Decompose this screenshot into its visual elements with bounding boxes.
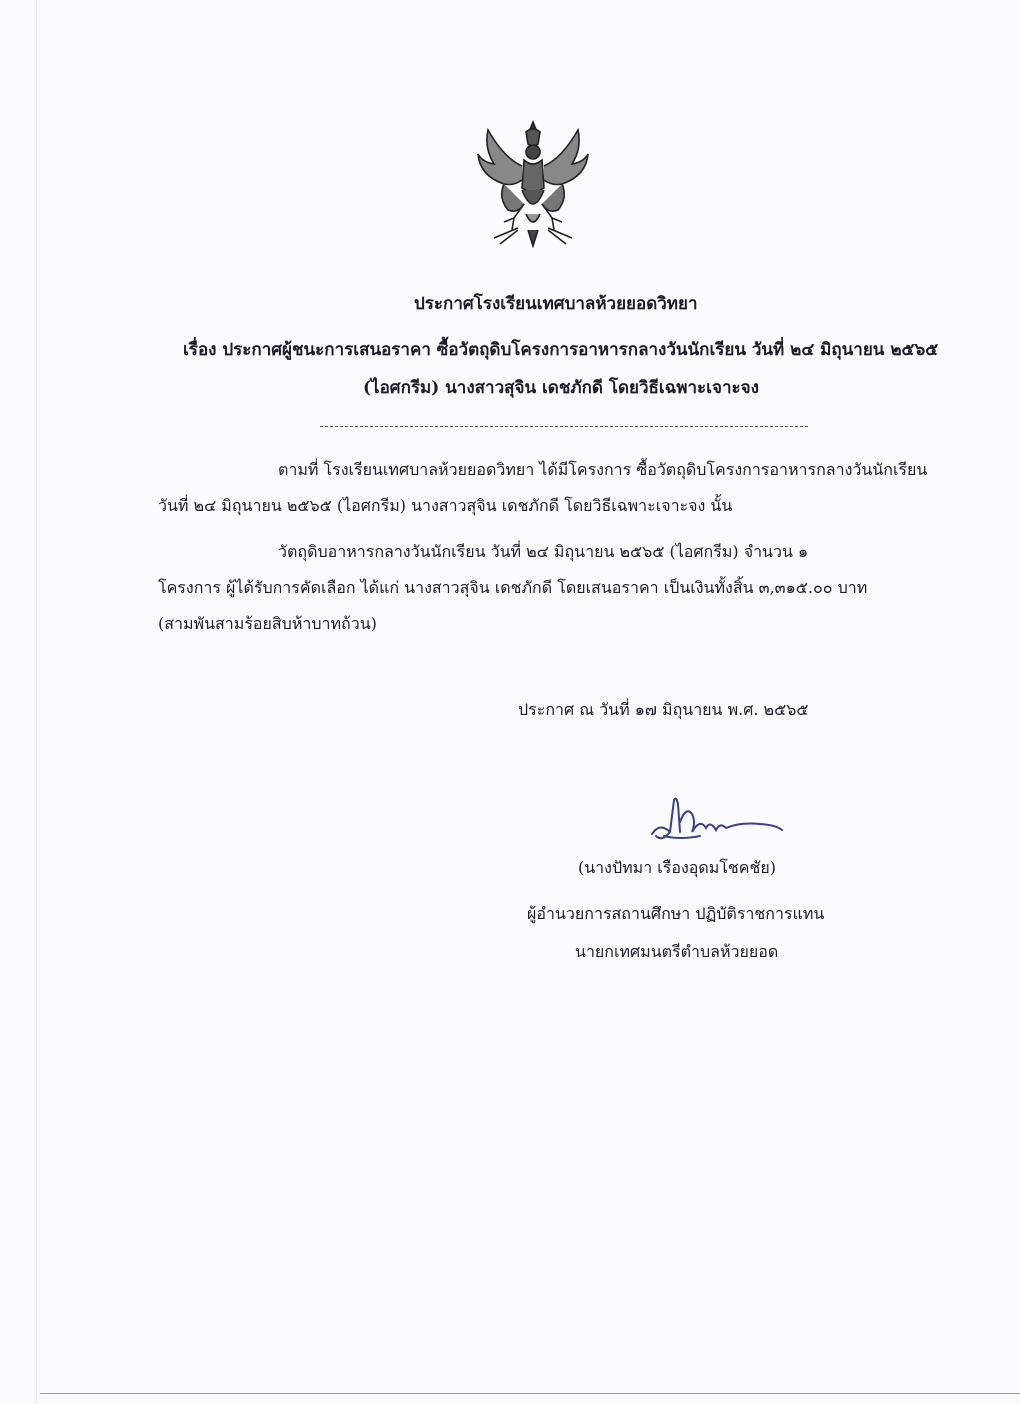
signatory-name: (นางปัทมา เรืองอุดมโชคชัย) xyxy=(578,858,776,877)
signatory-position-2: นายกเทศมนตรีตำบลห้วยยอด xyxy=(575,942,779,961)
signatory-position: ผู้อำนวยการสถานศึกษา ปฏิบัติราชการแทน xyxy=(527,904,825,923)
separator-line xyxy=(320,426,808,427)
garuda-emblem-icon xyxy=(474,118,592,248)
paragraph-1-line-1: ตามที่ โรงเรียนเทศบาลห้วยยอดวิทยา ได้มีโครงการ ซื้อวัตถุดิบโครงการอาหารกลางวันนักเรียน xyxy=(278,460,928,479)
document-subject-continued: (ไอศกรีม) นางสาวสุจิน เดชภักดี โดยวิธีเฉพาะเจาะจง xyxy=(363,378,759,398)
announcement-date: ประกาศ ณ วันที่ ๑๗ มิถุนายน พ.ศ. ๒๕๖๕ xyxy=(518,700,809,719)
scan-edge xyxy=(36,0,37,1404)
paragraph-2-line-3: (สามพันสามร้อยสิบห้าบาทถ้วน) xyxy=(158,614,377,633)
document-title: ประกาศโรงเรียนเทศบาลห้วยยอดวิทยา xyxy=(414,294,698,314)
paragraph-2-line-1: วัตถุดิบอาหารกลางวันนักเรียน วันที่ ๒๔ มิถุนายน ๒๕๖๕ (ไอศกรีม) จำนวน ๑ xyxy=(278,542,809,561)
document-subject: เรื่อง ประกาศผู้ชนะการเสนอราคา ซื้อวัตถุดิบโครงการอาหารกลางวันนักเรียน วันที่ ๒๔ มิถุนายน ๒๕๖๕ xyxy=(183,340,939,360)
scan-bottom-edge xyxy=(40,1393,1020,1394)
paragraph-1-line-2: วันที่ ๒๔ มิถุนายน ๒๕๖๕ (ไอศกรีม) นางสาวสุจิน เดชภักดี โดยวิธีเฉพาะเจาะจง นั้น xyxy=(158,496,733,515)
handwritten-signature xyxy=(640,792,790,852)
paragraph-2-line-2: โครงการ ผู้ได้รับการคัดเลือก ได้แก่ นางสาวสุจิน เดชภักดี โดยเสนอราคา เป็นเงินทั้งสิ้น ๓,๓๑๕.๐๐ บาท xyxy=(158,578,868,597)
